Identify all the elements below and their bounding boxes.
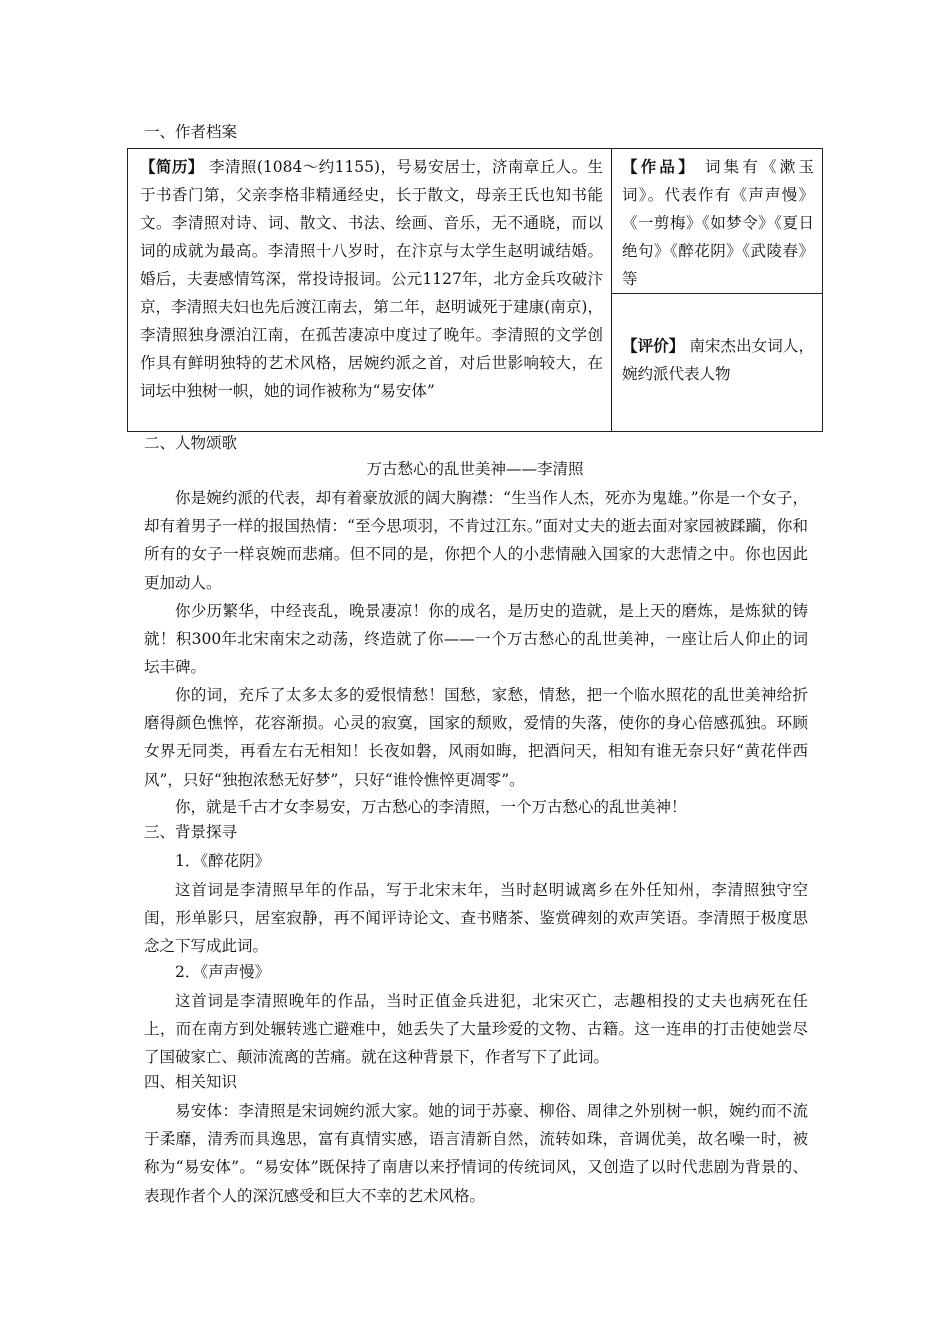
ode-paragraph-3: 你的词，充斥了太多太多的爱恨情愁！国愁，家愁，情愁，把一个临水照花的乱世美神给折磨得颜色憔悴，花容渐损。心灵的寂寞，国家的颓败，爱情的失落，使你的身心倍感孤独。环顾女界无同类，再看左右无相知！长夜如磐，风雨如晦，把酒问天，相知有谁无奈只好“黄花伴西风”，只好“独抱浓愁无好梦”，只好“谁怜憔悴更凋零”。 [144,686,808,789]
works-cell [612,149,822,294]
background-item-1-text: 这首词是李清照早年的作品，写于北宋末年，当时赵明诚离乡在外任知州，李清照独守空闺，形单影只，居室寂静，再不闻评诗论文、查书赌茶、鉴赏碑刻的欢声笑语。李清照于极度思念之下写成此词。 [144,881,808,956]
knowledge-paragraph: 易安体：李清照是宋词婉约派大家。她的词于苏豪、柳俗、周律之外别树一帜，婉约而不流于柔靡，清秀而具逸思，富有真情实感，语言清新自然，流转如珠，音调优美，故名噪一时，被称为“易安体”。“易安体”既保持了南唐以来抒情词的传统词风，又创造了以时代悲剧为背景的、表现作者个人的深沉感受和巨大不幸的艺术风格。 [144,1102,808,1205]
section-heading-knowledge: 四、相关知识 [144,1073,238,1091]
background-item-2-title: 2．《声声慢》 [175,963,271,981]
works-text: 词集有《漱玉词》。代表作有《声声慢》《一剪梅》《如梦令》《夏日绝句》《醉花阴》《武陵春》等 [622,158,814,288]
ode-paragraph-2: 你少历繁华，中经丧乱，晚景凄凉！你的成名，是历史的造就，是上天的磨炼，是炼狱的铸就！积300年北宋南宋之动荡，终造就了你——一个万古愁心的乱世美神，一座让后人仰止的词坛丰碑。 [144,602,808,677]
background-item-2-text: 这首词是李清照晚年的作品，当时正值金兵进犯，北宋灭亡，志趣相投的丈夫也病死在任上，而在南方到处辗转逃亡避难中，她丢失了大量珍爱的文物、古籍。这一连串的打击使她尝尽了国破家亡、颠沛流离的苦痛。就在这种背景下，作者写下了此词。 [144,992,808,1067]
bio-cell [128,149,612,431]
section-heading-background: 三、背景探寻 [144,823,238,841]
works-tag: 【作品】 [622,157,697,176]
section-heading-ode: 二、人物颂歌 [144,434,238,452]
ode-paragraph-4: 你，就是千古才女李易安，万古愁心的李清照，一个万古愁心的乱世美神！ [175,798,687,816]
evaluation-text: 南宋杰出女词人，婉约派代表人物 [622,337,814,383]
evaluation-tag: 【评价】 [622,336,685,355]
profile-right-column [612,149,822,431]
ode-title: 万古愁心的乱世美神——李清照 [366,460,584,478]
bio-text: 李清照(1084～约1155)，号易安居士，济南章丘人。生于书香门第，父亲李格非精通经史，长于散文，母亲王氏也知书能文。李清照对诗、词、散文、书法、绘画、音乐，无不通晓，而以词的成就为最高。李清照十八岁时，在汴京与太学生赵明诚结婚。婚后，夫妻感情笃深，常投诗报词。公元1127年，北方金兵攻破汴京，李清照夫妇也先后渡江南去，第二年，赵明诚死于建康(南京)，李清照独身漂泊江南，在孤苦凄凉中度过了晚年。李清照的文学创作具有鲜明独特的艺术风格，居婉约派之首，对后世影响较大，在词坛中独树一帜，她的词作被称为“易安体” [140,158,603,400]
background-item-1-title: 1．《醉花阴》 [175,852,271,870]
bio-tag: 【简历】 [140,157,204,176]
ode-paragraph-1: 你是婉约派的代表，却有着豪放派的阔大胸襟：“生当作人杰，死亦为鬼雄。”你是一个女子，却有着男子一样的报国热情：“至今思项羽，不肯过江东。”面对丈夫的逝去面对家园被蹂躏，你和所有的女子一样哀婉而悲痛。但不同的是，你把个人的小悲情融入国家的大悲情之中。你也因此更加动人。 [144,489,808,592]
evaluation-cell [612,294,822,431]
author-profile-table [127,148,823,432]
section-heading-author-profile: 一、作者档案 [144,123,238,141]
